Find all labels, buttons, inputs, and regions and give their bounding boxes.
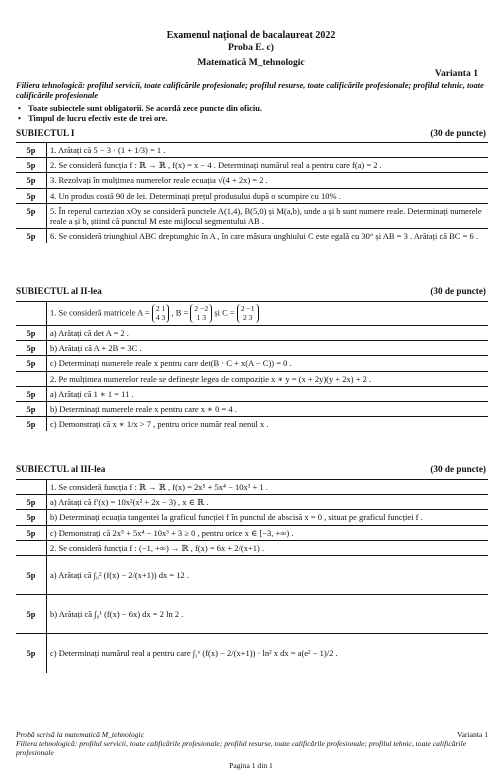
matrix-c <box>237 304 259 323</box>
item-text: 2. Se consideră funcția f : ℝ → ℝ , f(x) = x − 4 . Determinați numărul real a pentru care f(a) = 2 . <box>47 158 489 173</box>
footer-variant: Varianta 1 <box>457 730 488 739</box>
matrix-row: 1 3 <box>196 313 207 323</box>
item-intro-row <box>16 371 488 386</box>
item-points: 5p <box>16 229 47 244</box>
section-2-items <box>16 301 488 431</box>
item-text: 3. Rezolvați în mulțimea numerelor reale ecuația √(4 + 2x) = 2 . <box>47 173 489 188</box>
item-text: 2. Pe mulțimea numerelor reale se definește legea de compoziție x ∗ y = (x + 2y)(y + 2x) + 2 . <box>47 371 489 386</box>
section-1-heading <box>16 128 486 139</box>
matrices-intro: 1. Se consideră matricele <box>50 307 136 318</box>
item-text: b) Determinați numerele reale x pentru care x ∗ 0 = 4 . <box>47 401 489 416</box>
item-text: c) Demonstrați că 2x⁵ + 5x⁴ − 10x³ + 3 ≥ 0 , pentru orice x ∈ [−3, +∞) . <box>47 525 489 540</box>
item-row <box>16 555 488 594</box>
item-text: 6. Se consideră triunghiul ABC dreptunghic în A , în care măsura unghiului C este egală cu 30° și AB = 3 . Arătați că BC = 6 . <box>47 229 489 244</box>
item-intro-row <box>16 540 488 555</box>
item-row <box>16 510 488 525</box>
footer-left <box>16 730 488 757</box>
item-text: c) Demonstrați că x ∗ 1/x > 7 , pentru orice număr real nenul x . <box>47 417 489 432</box>
item-text: a) Arătați că ∫₀² (f(x) − 2/(x+1)) dx = 12 . <box>47 555 489 594</box>
footer-title: Probă scrisă la matematică M_tehnologic <box>16 730 144 739</box>
rules-list <box>16 104 488 124</box>
section-3-items <box>16 479 488 673</box>
section-points: (30 de puncte) <box>430 128 486 138</box>
item-row <box>16 386 488 401</box>
section-3-heading <box>16 464 486 475</box>
item-text: 1. Arătați că 5 − 3 · (1 + 1/3) = 1 . <box>47 143 489 158</box>
item-row <box>16 173 488 188</box>
item-text: a) Arătați că f′(x) = 10x²(x² + 2x − 3) , x ∈ ℝ . <box>47 495 489 510</box>
matrix-b-label: , B = <box>171 307 189 318</box>
matrix-row: 2 −1 <box>240 304 255 313</box>
item-row <box>16 229 488 244</box>
item-row <box>16 525 488 540</box>
item-points: 5p <box>16 173 47 188</box>
rule-item: • Toate subiectele sunt obligatorii. Se acordă zece puncte din oficiu. <box>16 104 488 114</box>
matrix-row: 4 3 <box>155 313 166 323</box>
item-points: 5p <box>16 555 47 594</box>
matrix-row: 2 1 <box>155 304 166 313</box>
item-row <box>16 595 488 634</box>
item-points: 5p <box>16 634 47 673</box>
matrix-a-label: A = <box>137 307 150 318</box>
item-row <box>16 188 488 203</box>
item-text: 1. Se consideră funcția f : ℝ → ℝ , f(x) = 2x⁵ + 5x⁴ − 10x³ + 1 . <box>47 480 489 495</box>
section-2-heading <box>16 286 486 297</box>
item-points: 5p <box>16 417 47 432</box>
footer-page: Pagina 1 din 1 <box>229 761 273 770</box>
item-row <box>16 356 488 371</box>
section-title: SUBIECTUL I <box>16 128 75 138</box>
filiera-text: Filiera tehnologică: profilul servicii, toate calificările profesionale; profilul resurse, toate calificările profesionale; profilul tehnic, toate calificările profesionale <box>16 81 484 101</box>
item-row <box>16 495 488 510</box>
item-text: b) Determinați ecuația tangentei la graficul funcției f în punctul de abscisă x = 0 , situat pe graficul funcției f . <box>47 510 489 525</box>
item-points: 5p <box>16 525 47 540</box>
item-points: 5p <box>16 158 47 173</box>
item-points: 5p <box>16 510 47 525</box>
variant-label: Varianta 1 <box>434 68 478 79</box>
item-row <box>16 417 488 432</box>
item-intro-row <box>16 302 488 326</box>
matrix-c-label: și C = <box>214 307 235 318</box>
item-row <box>16 341 488 356</box>
item-text: c) Determinați numărul real a pentru care ∫₁ᵉ (f(x) − 2/(x+1)) · ln² x dx = a(e² − 1)/2 . <box>47 634 489 673</box>
exam-subject: Matematică M_tehnologic <box>197 57 305 68</box>
item-row <box>16 634 488 673</box>
item-points: 5p <box>16 386 47 401</box>
item-points: 5p <box>16 356 47 371</box>
item-row <box>16 203 488 228</box>
matrix-row: 2 −2 <box>194 304 209 313</box>
exam-proba: Proba E. c) <box>228 42 274 53</box>
item-points: 5p <box>16 401 47 416</box>
item-text: a) Arătați că 1 ∗ 1 = 11 . <box>47 386 489 401</box>
item-text: a) Arătați că det A = 2 . <box>47 325 489 340</box>
matrix-row: 2 3 <box>242 313 253 323</box>
section-points: (30 de puncte) <box>430 464 486 474</box>
item-points: 5p <box>16 143 47 158</box>
footer-filiera: Filiera tehnologică: profilul servicii, toate calificările profesionale; profilul resurse, toate calificările profesionale; profilul tehnic, toate calificările profesionale <box>16 739 467 758</box>
item-text: 4. Un produs costă 90 de lei. Determinați prețul produsului după o scumpire cu 10% . <box>47 188 489 203</box>
item-row <box>16 143 488 158</box>
item-text: b) Arătați că A + 2B = 3C . <box>47 341 489 356</box>
item-points: 5p <box>16 188 47 203</box>
item-row <box>16 158 488 173</box>
matrix-b <box>190 304 212 323</box>
item-points: 5p <box>16 325 47 340</box>
item-text: b) Arătați că ∫₀¹ (f(x) − 6x) dx = 2 ln 2 . <box>47 595 489 634</box>
item-points: 5p <box>16 495 47 510</box>
section-title: SUBIECTUL al III-lea <box>16 464 106 474</box>
item-points: 5p <box>16 341 47 356</box>
exam-title: Examenul național de bacalaureat 2022 <box>166 30 336 41</box>
rule-item: • Timpul de lucru efectiv este de trei ore. <box>16 114 488 124</box>
item-row <box>16 401 488 416</box>
matrix-a <box>152 304 170 323</box>
item-points: 5p <box>16 203 47 228</box>
section-1-items <box>16 142 488 243</box>
section-points: (30 de puncte) <box>430 286 486 296</box>
item-text <box>47 302 489 326</box>
item-points: 5p <box>16 595 47 634</box>
item-intro-row <box>16 480 488 495</box>
item-text: c) Determinați numerele reale x pentru care det(B · C + x(A − C)) = 0 . <box>47 356 489 371</box>
item-row <box>16 325 488 340</box>
item-text: 2. Se consideră funcția f : (−1, +∞) → ℝ , f(x) = 6x + 2/(x+1) . <box>47 540 489 555</box>
section-title: SUBIECTUL al II-lea <box>16 286 102 296</box>
item-text: 5. În reperul cartezian xOy se consideră punctele A(1,4), B(5,0) și M(a,b), unde a și b sunt numere reale. Determinați numerele reale a și b, știind că punctul M este mijlocul segmentului AB . <box>47 203 489 228</box>
